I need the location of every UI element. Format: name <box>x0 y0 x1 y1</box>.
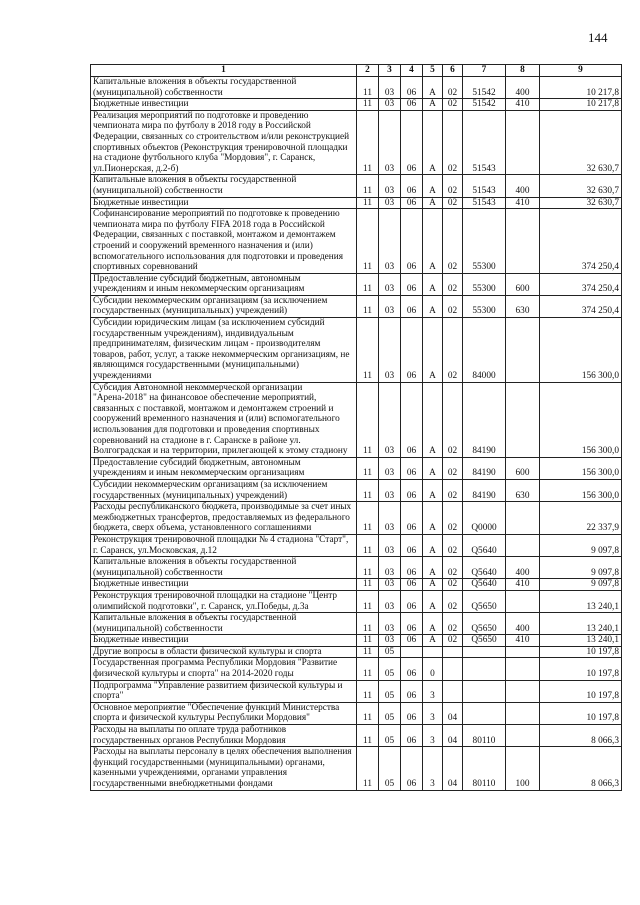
expense-type-cell <box>506 534 540 556</box>
activity-cell: 02 <box>443 197 463 209</box>
direction-cell: 84190 <box>463 479 506 501</box>
amount-cell: 8 066,3 <box>540 747 622 790</box>
direction-cell: 55300 <box>463 273 506 295</box>
section-cell: 11 <box>357 99 379 111</box>
program-cell: 06 <box>401 175 423 197</box>
subsection-cell: 03 <box>379 295 401 317</box>
table-row <box>91 590 622 612</box>
program-cell: 06 <box>401 197 423 209</box>
subprogram-cell: А <box>423 590 443 612</box>
row-name-cell: Расходы республиканского бюджета, производимые за счет иных межбюджетных трансфертов, предоставляемых из федерального бюджета, сверх объема, установленного соглашениями <box>91 502 357 535</box>
section-cell: 11 <box>357 457 379 479</box>
direction-cell: 55300 <box>463 209 506 274</box>
row-name-cell: Субсидии некоммерческим организациям (за исключением государственных (муниципальных) учреждений) <box>91 295 357 317</box>
section-cell: 11 <box>357 747 379 790</box>
col-header-1: 1 <box>91 65 357 77</box>
expense-type-cell <box>506 680 540 702</box>
program-cell: 06 <box>401 479 423 501</box>
subprogram-cell: А <box>423 99 443 111</box>
expense-type-cell: 400 <box>506 557 540 579</box>
row-name-cell: Подпрограмма "Управление развитием физической культуры и спорта" <box>91 680 357 702</box>
activity-cell: 02 <box>443 579 463 591</box>
table-row <box>91 382 622 457</box>
col-header-4: 4 <box>401 65 423 77</box>
row-name-cell: Расходы на выплаты по оплате труда работников государственных органов Республики Мордовия <box>91 725 357 747</box>
direction-cell: 80110 <box>463 747 506 790</box>
col-header-8: 8 <box>506 65 540 77</box>
direction-cell: Q5650 <box>463 613 506 635</box>
col-header-5: 5 <box>423 65 443 77</box>
activity-cell <box>443 658 463 680</box>
table-row <box>91 658 622 680</box>
activity-cell: 02 <box>443 382 463 457</box>
expense-type-cell: 600 <box>506 457 540 479</box>
subprogram-cell: 3 <box>423 725 443 747</box>
amount-cell: 8 066,3 <box>540 725 622 747</box>
amount-cell: 9 097,8 <box>540 534 622 556</box>
row-name-cell: Расходы на выплаты персоналу в целях обеспечения выполнения функций государственными (муниципальными) органами, казенными учреждениями, органами управления государственными внебюджетными фондами <box>91 747 357 790</box>
activity-cell <box>443 680 463 702</box>
direction-cell: 84190 <box>463 457 506 479</box>
program-cell: 06 <box>401 658 423 680</box>
section-cell: 11 <box>357 502 379 535</box>
subprogram-cell: А <box>423 209 443 274</box>
subsection-cell: 03 <box>379 534 401 556</box>
section-cell: 11 <box>357 273 379 295</box>
program-cell: 06 <box>401 635 423 647</box>
amount-cell: 32 630,7 <box>540 175 622 197</box>
subprogram-cell: А <box>423 457 443 479</box>
section-cell: 11 <box>357 318 379 383</box>
direction-cell: 55300 <box>463 295 506 317</box>
direction-cell: 51542 <box>463 99 506 111</box>
section-cell: 11 <box>357 725 379 747</box>
subprogram-cell: А <box>423 295 443 317</box>
activity-cell: 04 <box>443 747 463 790</box>
activity-cell: 02 <box>443 557 463 579</box>
activity-cell: 04 <box>443 725 463 747</box>
direction-cell: 84190 <box>463 382 506 457</box>
row-name-cell: Бюджетные инвестиции <box>91 579 357 591</box>
activity-cell: 02 <box>443 99 463 111</box>
subprogram-cell: А <box>423 502 443 535</box>
col-header-7: 7 <box>463 65 506 77</box>
table-row <box>91 77 622 99</box>
subprogram-cell: 3 <box>423 680 443 702</box>
direction-cell: Q5640 <box>463 557 506 579</box>
table-row <box>91 613 622 635</box>
section-cell: 11 <box>357 579 379 591</box>
table-row <box>91 318 622 383</box>
direction-cell: 80110 <box>463 725 506 747</box>
subprogram-cell: А <box>423 479 443 501</box>
expense-type-cell: 630 <box>506 479 540 501</box>
col-header-6: 6 <box>443 65 463 77</box>
table-row <box>91 273 622 295</box>
row-name-cell: Бюджетные инвестиции <box>91 635 357 647</box>
activity-cell: 02 <box>443 273 463 295</box>
table-row <box>91 502 622 535</box>
activity-cell: 02 <box>443 457 463 479</box>
row-name-cell: Капитальные вложения в объекты государственной (муниципальной) собственности <box>91 175 357 197</box>
subprogram-cell <box>423 646 443 658</box>
amount-cell: 156 300,0 <box>540 318 622 383</box>
row-name-cell: Основное мероприятие "Обеспечение функций Министерства спорта и физической культуры Республики Мордовия" <box>91 702 357 724</box>
activity-cell: 02 <box>443 110 463 175</box>
row-name-cell: Софинансирование мероприятий по подготовке к проведению чемпионата мира по футболу FIFA 2018 года в Российской Федерации, связанных с поставкой, монтажом и демонтажем строений и сооружений временного назначения и (или) вспомогательного использования для подготовки и проведения спортивных соревнований <box>91 209 357 274</box>
program-cell: 06 <box>401 702 423 724</box>
activity-cell: 02 <box>443 209 463 274</box>
expense-type-cell <box>506 725 540 747</box>
activity-cell: 02 <box>443 295 463 317</box>
subprogram-cell: А <box>423 273 443 295</box>
amount-cell: 9 097,8 <box>540 579 622 591</box>
table-row <box>91 680 622 702</box>
table-row <box>91 534 622 556</box>
subprogram-cell: А <box>423 382 443 457</box>
subprogram-cell: 3 <box>423 747 443 790</box>
direction-cell <box>463 646 506 658</box>
direction-cell: Q5650 <box>463 635 506 647</box>
col-header-2: 2 <box>357 65 379 77</box>
program-cell: 06 <box>401 273 423 295</box>
subsection-cell: 03 <box>379 613 401 635</box>
col-header-9: 9 <box>540 65 622 77</box>
subprogram-cell: А <box>423 534 443 556</box>
activity-cell: 02 <box>443 479 463 501</box>
table-row <box>91 209 622 274</box>
amount-cell: 156 300,0 <box>540 382 622 457</box>
expense-type-cell <box>506 502 540 535</box>
subsection-cell: 03 <box>379 209 401 274</box>
header-row <box>91 65 622 77</box>
expense-type-cell <box>506 590 540 612</box>
section-cell: 11 <box>357 613 379 635</box>
subprogram-cell: А <box>423 175 443 197</box>
expense-type-cell <box>506 209 540 274</box>
activity-cell: 02 <box>443 613 463 635</box>
program-cell: 06 <box>401 99 423 111</box>
expense-type-cell <box>506 658 540 680</box>
table-row <box>91 557 622 579</box>
subsection-cell: 03 <box>379 590 401 612</box>
subprogram-cell: А <box>423 579 443 591</box>
section-cell: 11 <box>357 110 379 175</box>
section-cell: 11 <box>357 680 379 702</box>
subsection-cell: 03 <box>379 273 401 295</box>
amount-cell: 374 250,4 <box>540 273 622 295</box>
expense-type-cell: 400 <box>506 77 540 99</box>
subsection-cell: 05 <box>379 702 401 724</box>
amount-cell: 10 197,8 <box>540 702 622 724</box>
subsection-cell: 05 <box>379 747 401 790</box>
col-header-3: 3 <box>379 65 401 77</box>
amount-cell: 374 250,4 <box>540 295 622 317</box>
program-cell: 06 <box>401 209 423 274</box>
direction-cell: Q5640 <box>463 534 506 556</box>
subprogram-cell: А <box>423 197 443 209</box>
expense-type-cell: 630 <box>506 295 540 317</box>
section-cell: 11 <box>357 658 379 680</box>
row-name-cell: Капитальные вложения в объекты государственной (муниципальной) собственности <box>91 77 357 99</box>
row-name-cell: Субсидии юридическим лицам (за исключением субсидий государственным учреждениям), индивидуальным предпринимателям, физическим лицам - производителям товаров, работ, услуг, а также некоммерческим организациям, не являющимся государственными (муниципальными) учреждениями <box>91 318 357 383</box>
subprogram-cell: А <box>423 557 443 579</box>
table-row <box>91 479 622 501</box>
expense-type-cell <box>506 646 540 658</box>
amount-cell: 9 097,8 <box>540 557 622 579</box>
amount-cell: 156 300,0 <box>540 457 622 479</box>
row-name-cell: Капитальные вложения в объекты государственной (муниципальной) собственности <box>91 557 357 579</box>
subsection-cell: 03 <box>379 175 401 197</box>
activity-cell: 02 <box>443 502 463 535</box>
program-cell: 06 <box>401 534 423 556</box>
row-name-cell: Капитальные вложения в объекты государственной (муниципальной) собственности <box>91 613 357 635</box>
row-name-cell: Предоставление субсидий бюджетным, автономным учреждениям и иным некоммерческим организациям <box>91 273 357 295</box>
amount-cell: 10 197,8 <box>540 680 622 702</box>
direction-cell: 51542 <box>463 77 506 99</box>
expense-type-cell: 410 <box>506 197 540 209</box>
row-name-cell: Бюджетные инвестиции <box>91 99 357 111</box>
activity-cell: 02 <box>443 635 463 647</box>
direction-cell: Q0000 <box>463 502 506 535</box>
expense-type-cell: 410 <box>506 635 540 647</box>
program-cell: 06 <box>401 457 423 479</box>
row-name-cell: Субсидия Автономной некоммерческой организации "Арена-2018" на финансовое обеспечение мероприятий, связанных с поставкой, монтажом и демонтажем строений и сооружений временного назначения и (или) вспомогательного использования для подготовки и проведения спортивных соревнований на стадионе в г. Саранске в районе ул. Волгоградская и на территории, прилегающей к этому стадиону <box>91 382 357 457</box>
table-row <box>91 197 622 209</box>
section-cell: 11 <box>357 557 379 579</box>
program-cell: 06 <box>401 77 423 99</box>
row-name-cell: Бюджетные инвестиции <box>91 197 357 209</box>
subsection-cell: 03 <box>379 457 401 479</box>
row-name-cell: Реконструкция тренировочной площадки на стадионе "Центр олимпийской подготовки", г. Саранск, ул.Победы, д.3а <box>91 590 357 612</box>
activity-cell: 04 <box>443 702 463 724</box>
activity-cell: 02 <box>443 590 463 612</box>
program-cell: 06 <box>401 747 423 790</box>
amount-cell: 22 337,9 <box>540 502 622 535</box>
section-cell: 11 <box>357 197 379 209</box>
section-cell: 11 <box>357 77 379 99</box>
subsection-cell: 03 <box>379 318 401 383</box>
subsection-cell: 03 <box>379 557 401 579</box>
amount-cell: 32 630,7 <box>540 197 622 209</box>
row-name-cell: Государственная программа Республики Мордовия "Развитие физической культуры и спорта" на 2014-2020 годы <box>91 658 357 680</box>
subsection-cell: 05 <box>379 658 401 680</box>
section-cell: 11 <box>357 479 379 501</box>
subprogram-cell: А <box>423 77 443 99</box>
activity-cell: 02 <box>443 77 463 99</box>
subprogram-cell: 0 <box>423 658 443 680</box>
table-row <box>91 99 622 111</box>
expense-type-cell: 400 <box>506 613 540 635</box>
table-row <box>91 635 622 647</box>
subsection-cell: 03 <box>379 197 401 209</box>
amount-cell: 10 197,8 <box>540 646 622 658</box>
direction-cell: 51543 <box>463 110 506 175</box>
subprogram-cell: 3 <box>423 702 443 724</box>
program-cell: 06 <box>401 613 423 635</box>
section-cell: 11 <box>357 590 379 612</box>
expense-type-cell <box>506 382 540 457</box>
expense-type-cell: 600 <box>506 273 540 295</box>
activity-cell <box>443 646 463 658</box>
page-number: 144 <box>588 30 608 45</box>
amount-cell: 13 240,1 <box>540 590 622 612</box>
program-cell: 06 <box>401 318 423 383</box>
activity-cell: 02 <box>443 175 463 197</box>
section-cell: 11 <box>357 702 379 724</box>
amount-cell: 10 197,8 <box>540 658 622 680</box>
table-row <box>91 295 622 317</box>
expense-type-cell <box>506 318 540 383</box>
section-cell: 11 <box>357 295 379 317</box>
expense-type-cell <box>506 702 540 724</box>
subsection-cell: 03 <box>379 110 401 175</box>
row-name-cell: Другие вопросы в области физической культуры и спорта <box>91 646 357 658</box>
table-row <box>91 579 622 591</box>
table-row <box>91 110 622 175</box>
subsection-cell: 05 <box>379 725 401 747</box>
amount-cell: 32 630,7 <box>540 110 622 175</box>
subsection-cell: 05 <box>379 680 401 702</box>
program-cell: 06 <box>401 579 423 591</box>
program-cell <box>401 646 423 658</box>
subprogram-cell: А <box>423 318 443 383</box>
budget-table <box>90 64 622 791</box>
table-row <box>91 747 622 790</box>
direction-cell: 51543 <box>463 197 506 209</box>
subsection-cell: 03 <box>379 579 401 591</box>
amount-cell: 13 240,1 <box>540 613 622 635</box>
row-name-cell: Реализация мероприятий по подготовке и проведению чемпионата мира по футболу в 2018 году в Российской Федерации, связанных со строительством и/или реконструкцией спортивных объектов (Реконструкция тренировочной площадки на стадионе футбольного клуба "Мордовия", г. Саранск, ул.Пионерская, д.2-б) <box>91 110 357 175</box>
section-cell: 11 <box>357 209 379 274</box>
subsection-cell: 03 <box>379 502 401 535</box>
row-name-cell: Предоставление субсидий бюджетным, автономным учреждениям и иным некоммерческим организациям <box>91 457 357 479</box>
direction-cell <box>463 702 506 724</box>
subsection-cell: 03 <box>379 635 401 647</box>
direction-cell <box>463 658 506 680</box>
program-cell: 06 <box>401 382 423 457</box>
subsection-cell: 05 <box>379 646 401 658</box>
activity-cell: 02 <box>443 534 463 556</box>
subsection-cell: 03 <box>379 382 401 457</box>
amount-cell: 10 217,8 <box>540 77 622 99</box>
expense-type-cell: 410 <box>506 579 540 591</box>
subsection-cell: 03 <box>379 479 401 501</box>
section-cell: 11 <box>357 534 379 556</box>
subprogram-cell: А <box>423 613 443 635</box>
program-cell: 06 <box>401 557 423 579</box>
direction-cell: Q5650 <box>463 590 506 612</box>
amount-cell: 156 300,0 <box>540 479 622 501</box>
program-cell: 06 <box>401 725 423 747</box>
program-cell: 06 <box>401 502 423 535</box>
expense-type-cell: 100 <box>506 747 540 790</box>
direction-cell <box>463 680 506 702</box>
subprogram-cell: А <box>423 635 443 647</box>
amount-cell: 10 217,8 <box>540 99 622 111</box>
section-cell: 11 <box>357 382 379 457</box>
subsection-cell: 03 <box>379 77 401 99</box>
section-cell: 11 <box>357 635 379 647</box>
program-cell: 06 <box>401 295 423 317</box>
direction-cell: 84000 <box>463 318 506 383</box>
table-row <box>91 702 622 724</box>
amount-cell: 374 250,4 <box>540 209 622 274</box>
amount-cell: 13 240,1 <box>540 635 622 647</box>
expense-type-cell: 410 <box>506 99 540 111</box>
row-name-cell: Субсидии некоммерческим организациям (за исключением государственных (муниципальных) учреждений) <box>91 479 357 501</box>
table-row <box>91 175 622 197</box>
program-cell: 06 <box>401 590 423 612</box>
row-name-cell: Реконструкция тренировочной площадки № 4 стадиона "Старт", г. Саранск, ул.Московская, д.12 <box>91 534 357 556</box>
section-cell: 11 <box>357 646 379 658</box>
section-cell: 11 <box>357 175 379 197</box>
table-row <box>91 457 622 479</box>
program-cell: 06 <box>401 680 423 702</box>
expense-type-cell <box>506 110 540 175</box>
expense-type-cell: 400 <box>506 175 540 197</box>
subsection-cell: 03 <box>379 99 401 111</box>
activity-cell: 02 <box>443 318 463 383</box>
subprogram-cell: А <box>423 110 443 175</box>
table-row <box>91 646 622 658</box>
direction-cell: Q5640 <box>463 579 506 591</box>
program-cell: 06 <box>401 110 423 175</box>
table-row <box>91 725 622 747</box>
direction-cell: 51543 <box>463 175 506 197</box>
